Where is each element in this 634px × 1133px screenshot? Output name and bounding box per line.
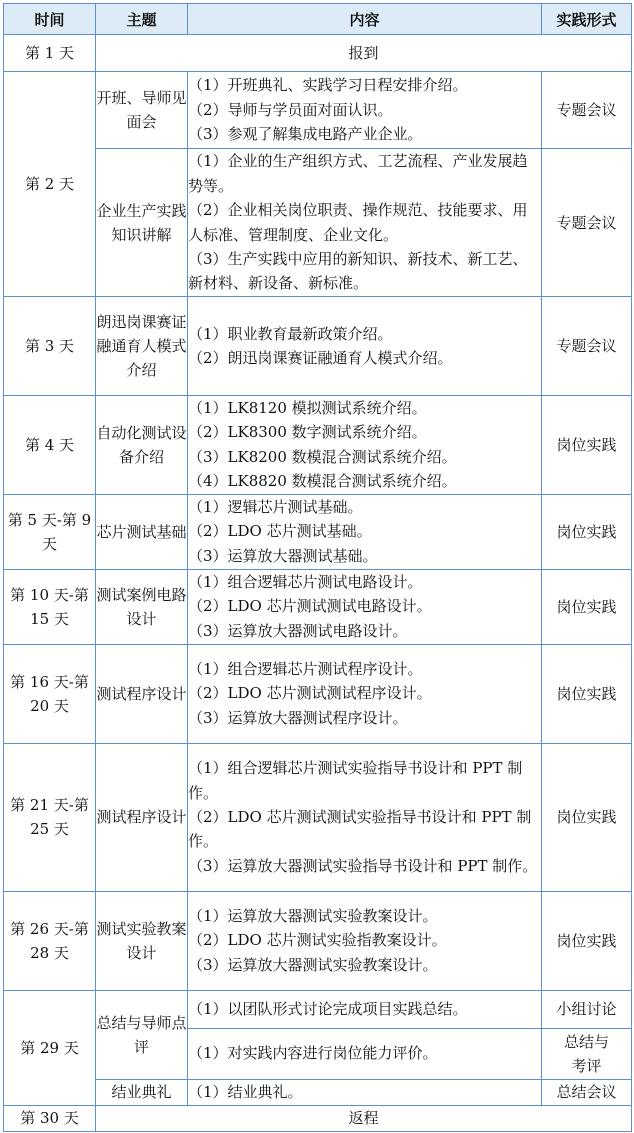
content-cell [188, 494, 542, 569]
header-form: 实践形式 [542, 4, 632, 35]
content-line: （1）结业典礼。 [188, 1082, 303, 1101]
form-cell: 小组讨论 [542, 990, 632, 1028]
time-cell: 第 10 天-第 15 天 [4, 569, 96, 644]
header-topic: 主题 [96, 4, 188, 35]
content-line: （2）LK8300 数字测试系统介绍。 [188, 423, 427, 442]
content-cell [188, 1028, 542, 1079]
content-line: （1）组合逻辑芯片测试程序设计。 [188, 660, 423, 679]
table-row [4, 1079, 632, 1105]
header-content: 内容 [188, 4, 542, 35]
content-cell [188, 72, 542, 149]
time-cell: 第 2 天 [4, 72, 96, 297]
content-cell [188, 1079, 542, 1105]
topic-cell: 测试程序设计 [96, 743, 188, 891]
time-cell: 第 5 天-第 9 天 [4, 494, 96, 569]
content-line: （1）以团队形式讨论完成项目实践总结。 [188, 999, 468, 1018]
content-line: （3）运算放大器测试实验指导书设计和 PPT 制作。 [188, 856, 538, 875]
content-line: （1）职业教育最新政策介绍。 [188, 324, 393, 343]
content-line: （2）LDO 芯片测试基础。 [188, 522, 372, 541]
topic-cell: 测试实验教案设计 [96, 891, 188, 990]
content-line: （2）LDO 芯片测试测试电路设计。 [188, 597, 432, 616]
table-row [4, 494, 632, 569]
content-line: （1）对实践内容进行岗位能力评价。 [188, 1044, 438, 1063]
content-line: （1）LK8120 模拟测试系统介绍。 [188, 399, 427, 417]
content-line: （1）组合逻辑芯片测试电路设计。 [188, 573, 423, 592]
content-cell [188, 149, 542, 297]
form-cell: 专题会议 [542, 149, 632, 297]
content-cell [188, 569, 542, 644]
form-cell: 专题会议 [542, 72, 632, 149]
content-cell [188, 396, 542, 495]
content-line: （1）开班典礼、实践学习日程安排介绍。 [188, 76, 468, 95]
table-row [4, 1105, 632, 1131]
topic-cell: 朗迅岗课赛证融通育人模式介绍 [96, 297, 188, 396]
form-cell: 岗位实践 [542, 396, 632, 495]
form-cell: 岗位实践 [542, 494, 632, 569]
content-line: （2）LDO 芯片测试测试程序设计。 [188, 684, 432, 703]
content-cell [188, 644, 542, 743]
table-row [4, 72, 632, 149]
content-line: （2）朗迅岗课赛证融通育人模式介绍。 [188, 349, 453, 367]
time-cell: 第 21 天-第 25 天 [4, 743, 96, 891]
form-cell: 总结会议 [542, 1079, 632, 1105]
topic-cell: 自动化测试设备介绍 [96, 396, 188, 495]
table-row [4, 149, 632, 297]
content-line: （1）企业的生产组织方式、工艺流程、产业发展趋势等。 [188, 152, 528, 195]
checkin-cell: 报到 [96, 35, 632, 72]
content-line: （2）LDO 芯片测试测试实验指导书设计和 PPT 制作。 [188, 807, 532, 851]
time-cell: 第 26 天-第 28 天 [4, 891, 96, 990]
form-cell: 岗位实践 [542, 569, 632, 644]
content-line: （1）组合逻辑芯片测试实验指导书设计和 PPT 制作。 [188, 759, 523, 802]
table-row [4, 990, 632, 1028]
topic-cell: 企业生产实践知识讲解 [96, 149, 188, 297]
content-line: （3）生产实践中应用的新知识、新技术、新工艺、新材料、新设备、新标准。 [188, 249, 528, 293]
time-cell: 第 3 天 [4, 297, 96, 396]
content-line: （2）企业相关岗位职责、操作规范、技能要求、用人标准、管理制度、企业文化。 [188, 201, 528, 244]
content-cell [188, 743, 542, 891]
form-cell: 专题会议 [542, 297, 632, 396]
time-cell: 第 30 天 [4, 1105, 96, 1131]
topic-cell: 测试程序设计 [96, 644, 188, 743]
table-row [4, 569, 632, 644]
topic-cell: 开班、导师见面会 [96, 72, 188, 149]
content-line: （3）运算放大器测试程序设计。 [188, 708, 408, 727]
content-cell [188, 990, 542, 1028]
content-cell [188, 297, 542, 396]
form-cell: 总结与考评 [542, 1028, 632, 1079]
content-line: （3）LK8200 数模混合测试系统介绍。 [188, 447, 457, 466]
topic-cell: 测试案例电路设计 [96, 569, 188, 644]
content-line: （1）逻辑芯片测试基础。 [188, 498, 363, 517]
header-row [4, 4, 632, 35]
content-line: （1）运算放大器测试实验教案设计。 [188, 907, 438, 926]
topic-cell: 总结与导师点评 [96, 990, 188, 1079]
table-row [4, 297, 632, 396]
table-row [4, 35, 632, 72]
return-cell: 返程 [96, 1105, 632, 1131]
table-row [4, 891, 632, 990]
form-cell: 岗位实践 [542, 644, 632, 743]
time-cell: 第 1 天 [4, 35, 96, 72]
content-line: （3）运算放大器测试实验教案设计。 [188, 955, 438, 974]
content-line: （2）导师与学员面对面认识。 [188, 100, 393, 119]
form-cell: 岗位实践 [542, 743, 632, 891]
content-line: （3）运算放大器测试电路设计。 [188, 621, 408, 640]
form-cell: 岗位实践 [542, 891, 632, 990]
content-line: （2）LDO 芯片测试实验指教案设计。 [188, 931, 447, 950]
time-cell: 第 16 天-第 20 天 [4, 644, 96, 743]
content-line: （3）运算放大器测试基础。 [188, 546, 378, 565]
header-time: 时间 [4, 4, 96, 35]
content-line: （3）参观了解集成电路产业企业。 [188, 125, 423, 144]
table-row [4, 644, 632, 743]
topic-cell: 芯片测试基础 [96, 494, 188, 569]
content-cell [188, 891, 542, 990]
content-line: （4）LK8820 数模混合测试系统介绍。 [188, 472, 457, 491]
time-cell: 第 29 天 [4, 990, 96, 1105]
table-row [4, 396, 632, 495]
time-cell: 第 4 天 [4, 396, 96, 495]
topic-cell: 结业典礼 [96, 1079, 188, 1105]
table-row [4, 743, 632, 891]
schedule-table [3, 3, 632, 1132]
